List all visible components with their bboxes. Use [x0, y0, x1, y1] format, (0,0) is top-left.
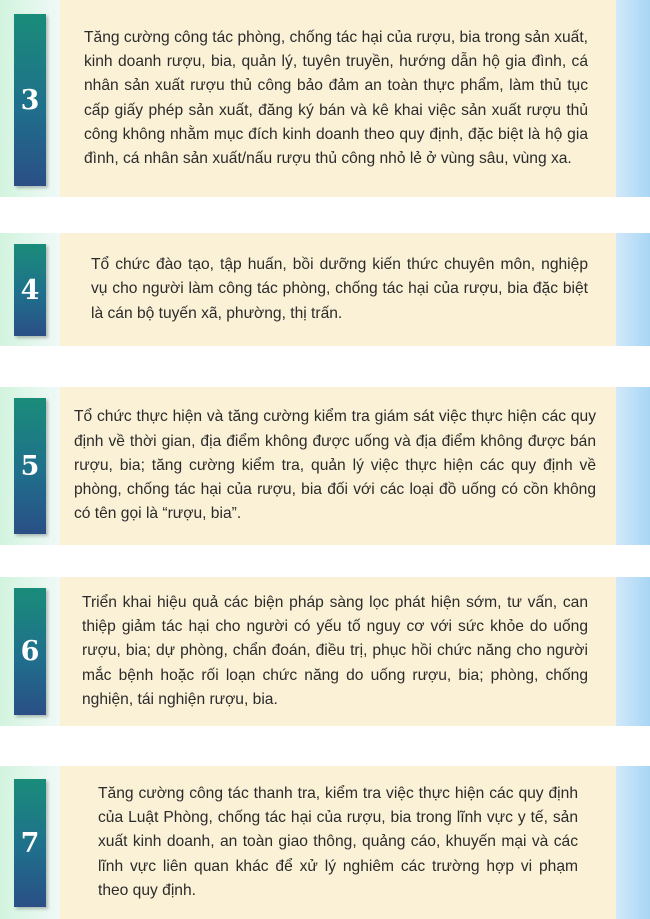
- item-card: [60, 577, 616, 726]
- item-card: [60, 766, 616, 919]
- item-card: [60, 233, 616, 346]
- item-text: Tăng cường công tác thanh tra, kiểm tra việc thực hiện các quy định của Luật Phòng, chống tác hại của rượu, bia trong lĩnh vực y tế, sản xuất kinh doanh, an toàn giao thông, quảng cáo, khuyến mại và các lĩnh vực liên quan khác để xử lý nghiêm các trường hợp vi phạm theo quy định.: [98, 784, 578, 899]
- item-number-badge: 4: [14, 244, 46, 336]
- item-card: [60, 0, 616, 197]
- item-number-badge: 3: [14, 14, 46, 186]
- item-text: Tổ chức đào tạo, tập huấn, bồi dưỡng kiến thức chuyên môn, nghiệp vụ cho người làm công tác phòng, chống tác hại của rượu, bia đặc biệt là cán bộ tuyến xã, phường, thị trấn.: [91, 256, 588, 322]
- item-text: Triển khai hiệu quả các biện pháp sàng lọc phát hiện sớm, tư vấn, can thiệp giảm tác hại cho người có yếu tố nguy cơ với sức khỏe do uống rượu, bia; dự phòng, chẩn đoán, điều trị, phục hồi chức năng cho người mắc bệnh hoặc rối loạn chức năng do uống rượu, bia; phòng, chống nghiện, tái nghiện rượu, bia.: [82, 593, 588, 708]
- item-number-badge: 7: [14, 779, 46, 907]
- item-number-badge: 5: [14, 398, 46, 534]
- item-number-badge: 6: [14, 588, 46, 715]
- item-text: Tổ chức thực hiện và tăng cường kiểm tra giám sát việc thực hiện các quy định về thời gian, địa điểm không được uống và địa điểm không được bán rượu, bia; tăng cường kiểm tra, quản lý việc thực hiện các quy định về phòng, chống tác hại của rượu, bia đối với các loại đồ uống có cồn không có tên gọi là “rượu, bia”.: [74, 408, 596, 523]
- item-text: Tăng cường công tác phòng, chống tác hại của rượu, bia trong sản xuất, kinh doanh rượu, bia, quản lý, tuyên truyền, hướng dẫn hộ gia đình, cá nhân sản xuất rượu thủ công bảo đảm an toàn thực phẩm, làm thủ tục cấp giấy phép sản xuất, đăng ký bán và kê khai việc sản xuất rượu thủ công không nhằm mục đích kinh doanh theo quy định, đặc biệt là hộ gia đình, cá nhân sản xuất/nấu rượu thủ công nhỏ lẻ ở vùng sâu, vùng xa.: [84, 28, 588, 168]
- item-card: [60, 387, 616, 545]
